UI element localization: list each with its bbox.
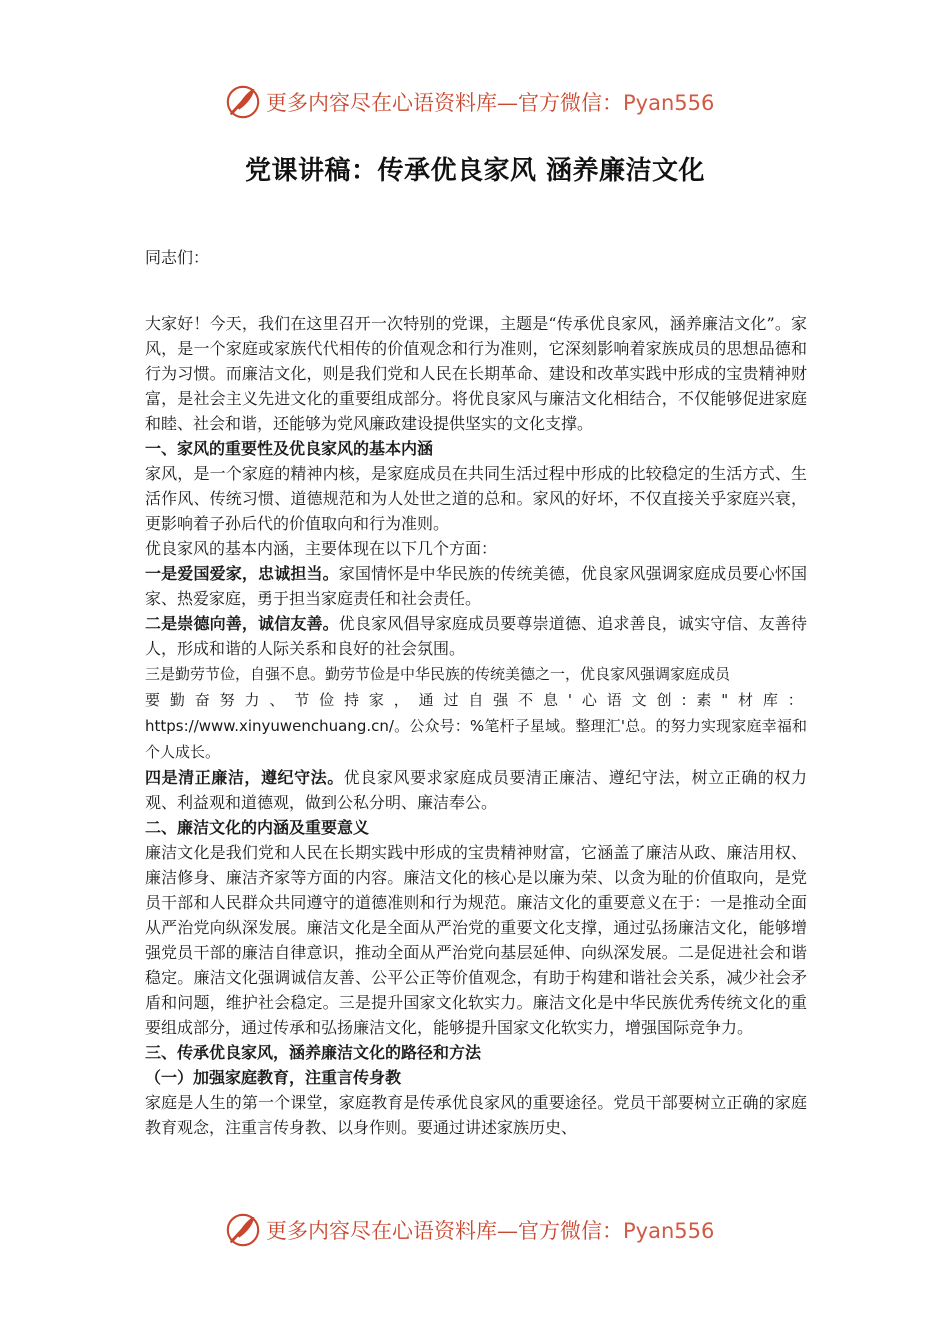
intro-paragraph: 大家好！今天，我们在这里召开一次特别的党课，主题是“传承优良家风，涵养廉洁文化”。家风，是一个家庭或家族代代相传的价值观念和行为准则，它深刻影响着家族成员的思想品德和行为习惯。而廉洁文化，则是我们党和人民在长期革命、建设和改革实践中形成的宝贵精神财富，是社会主义先进文化的重要组成部分。将优良家风与廉洁文化相结合，不仅能够促进家庭和睦、社会和谐，还能够为党风廉政建设提供坚实的文化支撑。 xyxy=(145,314,807,433)
section-1-heading: 一、家风的重要性及优良家风的基本内涵 xyxy=(145,439,434,458)
header-watermark-banner xyxy=(0,80,950,124)
section-2-heading: 二、廉洁文化的内涵及重要意义 xyxy=(145,818,370,837)
subsection-paragraph: 家庭是人生的第一个课堂，家庭教育是传承优良家风的重要途径。党员干部要树立正确的家庭教育观念，注重言传身教、以身作则。要通过讲述家族历史、 xyxy=(145,1093,807,1137)
quill-logo-icon xyxy=(224,83,262,121)
wechat-id: Pyan556 xyxy=(623,91,715,115)
watermark-text: 更多内容尽在心语资料库—官方微信：Pyan556 xyxy=(266,91,715,115)
page-title: 党课讲稿：传承优良家风 涵养廉洁文化 xyxy=(244,156,706,186)
source-link[interactable]: https://www.xinyuwenchuang.cn/ xyxy=(145,717,394,735)
item-label: 二是崇德向善，诚信友善。 xyxy=(145,614,339,633)
list-item: 一是爱国爱家，忠诚担当。家国情怀是中华民族的传统美德，优良家风强调家庭成员要心怀国家、热爱家庭，勇于担当家庭责任和社会责任。 xyxy=(145,564,807,608)
section-1-lead: 优良家风的基本内涵，主要体现在以下几个方面： xyxy=(145,539,498,558)
subsection-heading: （一）加强家庭教育，注重言传身教 xyxy=(145,1068,402,1087)
section-2-paragraph: 廉洁文化是我们党和人民在长期实践中形成的宝贵精神财富，它涵盖了廉洁从政、廉洁用权、廉洁修身、廉洁齐家等方面的内容。廉洁文化的核心是以廉为荣、以贪为耻的价值取向，是党员干部和人民群众共同遵守的道德准则和行为规范。廉洁文化的重要意义在于：一是推动全面从严治党向纵深发展。廉洁文化是全面从严治党的重要文化支撑，通过弘扬廉洁文化，能够增强党员干部的廉洁自律意识，推动全面从严治党向基层延伸、向纵深发展。二是促进社会和谐稳定。廉洁文化强调诚信友善、公平公正等价值观念，有助于构建和谐社会关系，减少社会矛盾和问题，维护社会稳定。三是提升国家文化软实力。廉洁文化是中华民族优秀传统文化的重要组成部分，通过传承和弘扬廉洁文化，能够提升国家文化软实力，增强国际竞争力。 xyxy=(145,843,807,1037)
section-1-paragraph: 家风，是一个家庭的精神内核，是家庭成员在共同生活过程中形成的比较稳定的生活方式、生活作风、传统习惯、道德规范和为人处世之道的总和。家风的好坏，不仅直接关乎家庭兴衰，更影响着子孙后代的价值取向和行为准则。 xyxy=(145,464,807,533)
wechat-id: Pyan556 xyxy=(623,1219,715,1243)
item-label: 一是爱国爱家，忠诚担当。 xyxy=(145,564,339,583)
item-label: 四是清正廉洁，遵纪守法。 xyxy=(145,768,344,787)
footer-watermark-banner xyxy=(0,1208,950,1252)
watermark-text: 更多内容尽在心语资料库—官方微信：Pyan556 xyxy=(266,1219,715,1243)
list-item: 二是崇德向善，诚信友善。优良家风倡导家庭成员要尊崇道德、追求善良，诚实守信、友善待人，形成和谐的人际关系和良好的社会氛围。 xyxy=(145,614,807,658)
greeting: 同志们： xyxy=(145,248,210,267)
document-body xyxy=(145,245,807,1140)
list-item: 四是清正廉洁，遵纪守法。优良家风要求家庭成员要清正廉洁、遵纪守法，树立正确的权力观、利益观和道德观，做到公私分明、廉洁奉公。 xyxy=(145,768,807,812)
list-item: 三是勤劳节俭，自强不息。勤劳节俭是中华民族的传统美德之一，优良家风强调家庭成员 要勤奋努力、节俭持家，通过自强不息'心语文创:素"材库： https://www.xinyuwenchuang.cn/。公众号：%笔杆子星域。整理汇'总。的努力实现家庭幸福和个人成长。 xyxy=(145,665,807,761)
quill-logo-icon xyxy=(224,1211,262,1249)
section-3-heading: 三、传承优良家风，涵养廉洁文化的路径和方法 xyxy=(145,1043,482,1062)
